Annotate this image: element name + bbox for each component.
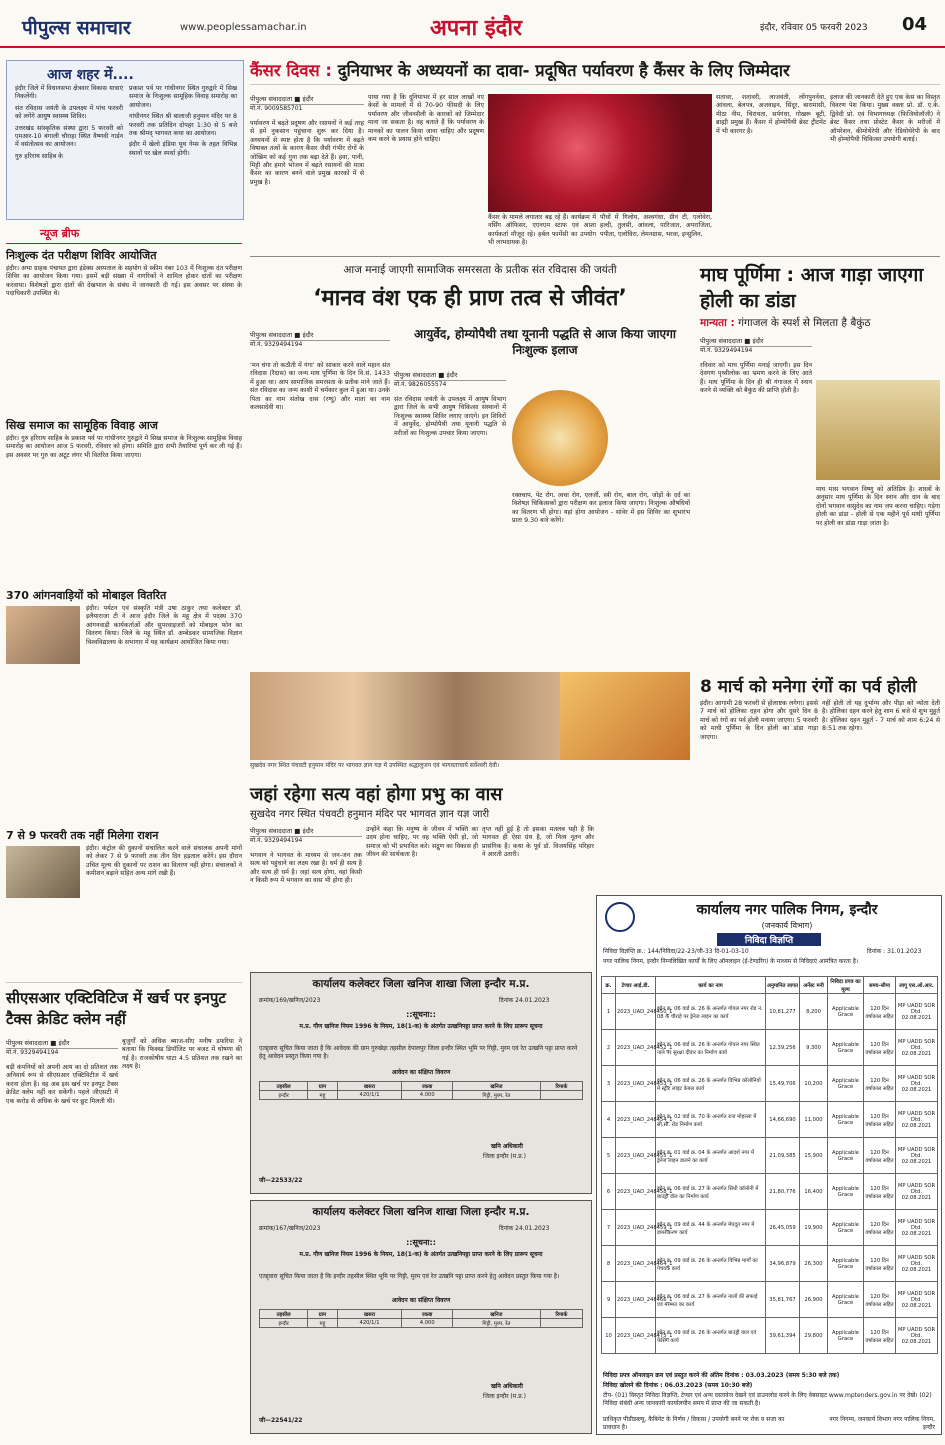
brief-text: इंदौर। गुरु हरिराय साहिब के प्रकाश पर्व पर गांधीनगर गुरुद्वारे में सिख समाज के निःशुल्क सामूहिक विवाह समारोह का आयोजन आज 5 फरवरी, रविवार को होगा। समिति द्वारा सभी तैयारियां पूर्ण कर ली गई हैं। इस अवसर पर गुरु का अटूट लंगर भी वितरित किया जाएगा। — [6, 435, 242, 459]
notice-rule: म.प्र. गौण खनिज नियम 1996 के नियम, 18(1-क) के अंतर्गत उत्खनिपट्टा प्राप्त करने के लिए प्रारूप सूचना — [299, 1251, 543, 1258]
table-cell: 120 दिन वर्षाकाल सहित — [864, 1102, 896, 1138]
cancer-image — [488, 94, 712, 212]
holi-headline: 8 मार्च को मनेगा रंगों का पर्व होली — [700, 677, 917, 697]
khanij-notice-1 — [250, 972, 592, 1194]
khanij-notice-2 — [250, 1200, 592, 1434]
table-cell: 2023_UAD_248452_1 — [616, 1030, 656, 1066]
notice-ref: क्रमांक/167/खनिज/2023 — [259, 1225, 321, 1232]
brief-title: 7 से 9 फरवरी तक नहीं मिलेगा राशन — [6, 829, 159, 842]
brief-text: इंदौर। अभा ग्राहक पंचायत द्वारा इंडेक्स अस्पताल के सहयोग से स्कीम नंबर 103 में निःशुल्क दंत परीक्षण शिविर का आयोजन किया गया। इसमें बड़ी संख्या में नागरिकों ने शामिल होकर दांतों का परीक्षण करवाया। विशेषज्ञों द्वारा दांतों की देखभाल के संबंध में जानकारी दी गई। इस अवसर पर संस्था के पदाधिकारी उपस्थित थे। — [6, 265, 242, 298]
nigam-footer2: निविदा खोलने की दिनांक : 06.03.2023 (समय 10:30 बजे) — [603, 1382, 753, 1389]
table-cell: झोन क्र. 06 वार्ड क्र. 26 के अन्तर्गत गोयल नगर स्थित नाले पर सुरक्षा दीवार का निर्माण कार्य — [656, 1030, 766, 1066]
table-cell: 2023_UAD_248454_1 — [616, 1102, 656, 1138]
table-cell: झोन क्र. 09 वार्ड क्र. 26 के अन्तर्गत बाउंड्री वाल एवं फेंसिंग कार्य — [656, 1318, 766, 1354]
table-cell: 7 — [602, 1210, 616, 1246]
section-title: अपना इंदौर — [430, 16, 523, 41]
table-cell: 1 — [602, 994, 616, 1030]
notice-title: कार्यालय कलेक्टर जिला खनिज शाखा जिला इन्दौर म.प्र. — [312, 1206, 530, 1218]
th: निविदा प्रपत्र का मूल्य — [828, 977, 864, 994]
magh-headline: माघ पूर्णिमा : आज गाड़ा जाएगा होली का डांडा — [700, 264, 924, 312]
table-cell: MP UADD SOR Dtd. 02.08.2021 — [896, 994, 938, 1030]
magh-sub-kicker: मान्यता : — [700, 317, 735, 329]
table-cell: 120 दिन वर्षाकाल सहित — [864, 994, 896, 1030]
nigam-date: दिनांक : 31.01.2023 — [867, 948, 922, 955]
cancer-col2: पाया गया है कि दुनियाभर में हर साल लाखों नए केसों के मामलों में से 70-90 फीसदी के लिए पर्यावरण और जीवनशैली के कारकों को जिम्मेदार माना जा सकता है। वह बताते हैं कि पर्यावरण के मानकों का पालन किया जाना चाहिए और प्रदूषण कम करने के प्रयास होने चाहिए। — [368, 94, 484, 144]
table-cell: 26,900 — [800, 1282, 828, 1318]
nigam-dept: (जनकार्य विभाग) — [761, 921, 813, 930]
page-number: 04 — [902, 14, 928, 35]
table-cell: 120 दिन वर्षाकाल सहित — [864, 1246, 896, 1282]
cancer-col1: पर्यावरण में बढ़ते प्रदूषण और रसायनों ने कई तरह से हमें नुकसान पहुंचाना शुरू कर दिया है। अध्ययनों से स्पष्ट होता है कि पर्यावरण में बढ़ते विषाक्त तत्वों के कारण कैंसर जैसी गंभीर रोगों के जोखिम को कई गुना तक बढ़ा देते हैं। हवा, पानी, मिट्टी और हमारे भोजन में बढ़ते रसायनों की मात्रा कैंसर का कारण बनने वाले प्रमुख कारकों में से प्रमुख है। — [250, 120, 364, 186]
nigam-intro: नगर पालिक निगम, इन्दौर निम्नलिखित कार्यों के लिए ऑनलाइन (ई-टेण्डरिंग) के माध्यम से निविदाएं आमंत्रित करता है। — [603, 958, 859, 965]
th: टेण्डर आई.डी. — [616, 977, 656, 994]
table-cell: 35,81,767 — [766, 1282, 800, 1318]
table-cell: 10,200 — [800, 1066, 828, 1102]
table-cell: झोन क्र. 01 वार्ड क्र. 04 के अन्तर्गत आदर्श नगर में ड्रेनेज लाइन डालने का कार्य — [656, 1138, 766, 1174]
table-row — [602, 1066, 938, 1102]
cancer-kicker: कैंसर दिवस : — [250, 61, 333, 80]
nigam-footer3: टीप- (01) विस्तृत निविदा विज्ञप्ति, टेण्डर एवं अन्य दस्तावेज देखने एवं डाउनलोड करने के लिए वेबसाइट www.mptenders.gov.in पर देखें। (02) निविदा संबंधी अन्य जानकारी कार्यालयीन समय में प्राप्त की जा सकती है। — [603, 1392, 932, 1407]
aaj-shahar-box — [6, 60, 244, 220]
table-cell: Applicable Grace — [828, 1210, 864, 1246]
table-cell: 3 — [602, 1066, 616, 1102]
table-cell: 120 दिन वर्षाकाल सहित — [864, 1210, 896, 1246]
notice-sign2: जिला इन्दौर (म.प्र.) — [483, 1393, 526, 1400]
table-cell: 120 दिन वर्षाकाल सहित — [864, 1066, 896, 1102]
news-brief-1 — [6, 248, 242, 415]
table-cell: 16,400 — [800, 1174, 828, 1210]
table-row: इन्दौर महू 420/1/1 4.000 गिट्टी, मुरम, रेत — [260, 1319, 583, 1328]
csr-byline — [6, 1038, 118, 1057]
table-cell: MP UADD SOR Dtd. 02.08.2021 — [896, 1174, 938, 1210]
table-cell: 120 दिन वर्षाकाल सहित — [864, 1138, 896, 1174]
ravidas-col3: रक्तचाप, पेट रोग, त्वचा रोग, एलर्जी, स्त्री रोग, बाल रोग, जोड़ों के दर्द का विशेषज्ञ चिकित्सकों द्वारा परीक्षण कर इलाज किया जाएगा। निःशुल्क औषधियों का वितरण भी होगा। यहां होगा आयोजन - सांवेर में इस शिविर का शुभारंभ प्रातः 9.30 बजे करेंगे। — [512, 492, 690, 525]
brief-text: इंदौर। कंट्रोल की दुकानों संचालित करने वाले संचालक अपनी मांगों को लेकर 7 से 9 फरवरी तक तीन दिन हड़ताल करेंगे। इस दौरान उचित मूल्य की दुकानों पर राशन का वितरण नहीं होगा। संचालकों ने कमीशन बढ़ाने सहित अन्य मांगें रखी हैं। — [86, 845, 242, 878]
nigam-sign-right: नगर निगम्य, जनकार्य विभाग नगर पालिक निगम, इन्दौर — [829, 1416, 935, 1431]
notice-label: ::सूचना:: — [406, 1238, 436, 1247]
table-cell: Applicable Grace — [828, 1282, 864, 1318]
table-row — [602, 994, 938, 1030]
cancer-col6: इलाज की जानकारी देते हुए एक केस का विस्तृत विवरण पेश किया। मुख्य वक्ता प्रो. डॉ. ए.के. द्विवेदी प्रो. एवं विभागाध्यक्ष (फिजियोलॉजी) ने ब्रेस्ट कैंसर तथा प्रोस्टेट कैंसर के मरीजों में ऑपरेशन, कीमोथेरेपी और रेडियोथेरेपी के बाद भी होम्योपैथी चिकित्सा उपयोगी बताई। — [830, 94, 940, 144]
th: खनिज — [452, 1310, 540, 1319]
notice-sign: खनि अधिकारी — [491, 1143, 523, 1150]
brief-title: सिख समाज का सामूहिक विवाह आज — [6, 419, 158, 432]
table-cell: 11,000 — [800, 1102, 828, 1138]
news-brief-4 — [6, 828, 242, 995]
notice-table-title: आवेदन का संक्षिप्त विवरण — [391, 1297, 451, 1304]
ravidas-col2: संत रविदास जयंती के उपलक्ष्य में आयुष विभाग द्वारा जिले के सभी आयुष चिकित्सा संस्थानों में निःशुल्क स्वास्थ्य शिविर लगाए जाएंगे। इन शिविरों में आयुर्वेद, होम्योपैथी तथा यूनानी पद्धति से मरीजों का निःशुल्क उपचार किया जाएगा। — [394, 396, 506, 437]
table-cell: 2023_UAD_248450_1 — [616, 994, 656, 1030]
cancer-title: दुनियाभर के अध्ययनों का दावा- प्रदूषित पर्यावरण है कैंसर के लिए जिम्मेदार — [337, 61, 790, 80]
table-cell: 6 — [602, 1174, 616, 1210]
aaj-item: उत्तरखंड सांस्कृतिक संस्था द्वारा 5 फरवरी को एमआर-10 बंगाली चौराहा स्थित वैष्णवी गार्डन में वसंतोत्सव का आयोजन। — [15, 124, 123, 149]
table-cell: 39,61,394 — [766, 1318, 800, 1354]
table-cell: MP UADD SOR Dtd. 02.08.2021 — [896, 1066, 938, 1102]
table-cell: 120 दिन वर्षाकाल सहित — [864, 1030, 896, 1066]
satya-col2: उन्होंने कहा कि मनुष्य के जीवन में भक्ति का उदय होना चाहिए, पर वह भक्ति ऐसी हो, जो समाज को भी प्रभावित करे। सद्गुण का विकास ही जीवन की सार्थकता है। — [366, 826, 478, 859]
table-row — [602, 1138, 938, 1174]
ravidas-kicker: आज मनाई जाएगी सामाजिक समरसता के प्रतीक संत रविदास की जयंती — [343, 264, 617, 276]
byline: पीपुल्स संवाददाता ■ इंदौर — [6, 1038, 118, 1049]
table-row — [602, 1282, 938, 1318]
mobile: मो.नं. 9329494194 — [6, 1049, 59, 1056]
mobile: मो.नं. 9329494194 — [700, 347, 753, 354]
mobile: मो.नं. 9826055574 — [394, 381, 447, 388]
table-cell: Applicable Grace — [828, 1030, 864, 1066]
th: ग्राम — [308, 1082, 337, 1091]
table-cell: 2023_UAD_248455_1 — [616, 1138, 656, 1174]
notice-ref: क्रमांक/169/खनिज/2023 — [259, 997, 321, 1004]
table-row — [602, 1174, 938, 1210]
th: तहसील — [260, 1082, 308, 1091]
notice-table — [259, 1081, 583, 1100]
notice-title: कार्यालय कलेक्टर जिला खनिज शाखा जिला इन्दौर म.प्र. — [312, 978, 530, 990]
notice-date: दिनांक 24.01.2023 — [499, 1225, 550, 1232]
mobile: मो.नं. 9329494194 — [250, 341, 303, 348]
notice-rule: म.प्र. गौण खनिज नियम 1996 के नियम, 18(1-क) के अंतर्गत उत्खनिपट्टा प्राप्त करने के लिए प्रारूप सूचना — [299, 1023, 543, 1030]
holi-col1: इंदौर। आगामी 28 फरवरी से होलाष्टक लगेगा। इससे 7 मार्च को होलिका दहन होगा और दूसरे दिन 8 मार्च को रंगों का पर्व होली मनाया जाएगा। 5 फरवरी को माघी पूर्णिमा के दिन होली का डांडा गाड़ा जाएगा। — [700, 700, 818, 741]
table-cell: Applicable Grace — [828, 994, 864, 1030]
table-cell: 26,300 — [800, 1246, 828, 1282]
ravidas-headline: ‘मानव वंश एक ही प्राण तत्व से जीवंत’ — [313, 286, 627, 311]
magh-col2: माघ मास भगवान विष्णु को अतिप्रिय है। शास्त्रों के अनुसार माघ पूर्णिमा के दिन स्नान और दान के बाद दोनों भगवान वासुदेव का नाम जप करना चाहिए। गड़ेगा होली का डांडा - होली से एक महीने पूर्व माघी पूर्णिमा पर होली का डांडा गाड़ा जाता है। — [816, 486, 940, 527]
table-cell: 120 दिन वर्षाकाल सहित — [864, 1174, 896, 1210]
table-cell: 2023_UAD_248466_1 — [616, 1282, 656, 1318]
th: खसरा — [337, 1310, 402, 1319]
photo-caption: सुखदेव नगर स्थित पंचवटी हनुमान मंदिर पर भागवत ज्ञान यज्ञ में उपस्थित श्रद्धालुजन एवं भागवताचार्य सर्वेश्वरी देवी। — [250, 762, 500, 769]
table-cell: Applicable Grace — [828, 1066, 864, 1102]
notice-table-title: आवेदन का संक्षिप्त विवरण — [391, 1069, 451, 1076]
news-brief-2 — [6, 418, 242, 585]
mobile: मो.नं. 9329494194 — [250, 837, 303, 844]
table-cell: 34,96,879 — [766, 1246, 800, 1282]
notice-sign2: जिला इन्दौर (म.प्र.) — [483, 1153, 526, 1160]
notice-body: एतद्द्वारा सूचित किया जाता है कि इन्दौर तहसील स्थित भूमि पर गिट्टी, मुरम एवं रेत उत्खनि पट्टा प्राप्त करने हेतु आवेदन प्रस्तुत किया गया है। — [259, 1273, 560, 1280]
satya-col1: भगवान ने भागवत के माध्यम से जन-जन तक सत्य को पहुंचाने का लक्ष्य रखा है। धर्म ही सत्य है और सत्य ही धर्म है। जहां सत्य होगा, वहां किसी न किसी रूप में भगवान का वास भी होगा ही। — [250, 852, 362, 885]
table-row — [602, 1210, 938, 1246]
table-cell: झोन क्र. 09 वार्ड क्र. 44 के अन्तर्गत मेघदूत नगर में डामरीकरण कार्य — [656, 1210, 766, 1246]
ravidas-byline — [250, 330, 390, 349]
brief-photo — [6, 606, 80, 664]
cancer-headline — [250, 58, 940, 81]
magh-sub-text: गंगाजल के स्पर्श से मिलता है बैकुंठ — [738, 317, 871, 329]
nigam-tender — [596, 895, 942, 1435]
table-cell: झोन क्र. 06 वार्ड क्र. 27 के अन्तर्गत सिंधी कॉलोनी में बाउंड्री वॉल का निर्माण कार्य — [656, 1174, 766, 1210]
table-cell: 8,200 — [800, 994, 828, 1030]
table-cell: Applicable Grace — [828, 1174, 864, 1210]
table-cell: 10,81,277 — [766, 994, 800, 1030]
table-cell: 29,800 — [800, 1318, 828, 1354]
aaj-shahar-title: आज शहर में.... — [47, 67, 134, 83]
brief-title: 370 आंगनवाड़ियों को मोबाइल वितरित — [6, 589, 167, 602]
table-row — [602, 1246, 938, 1282]
byline: पीपुल्स संवाददाता ■ इंदौर — [250, 826, 362, 837]
aaj-item: संत रविदास जयंती के उपलक्ष्य में पांच फरवरी को लगेंगे आयुष स्वास्थ्य शिविर। — [15, 104, 123, 121]
ravidas-subhead: आयुर्वेद, होम्योपैथी तथा यूनानी पद्धति से आज किया जाएगा निःशुल्क इलाज — [414, 327, 676, 357]
table-cell: झोन क्र. 06 वार्ड क्र. 26 के अन्तर्गत विभिन्न कॉलोनियों में स्ट्रीट लाइट केबल कार्य — [656, 1066, 766, 1102]
notice-date: दिनांक 24.01.2023 — [499, 997, 550, 1004]
table-cell: 2 — [602, 1030, 616, 1066]
notice-table — [259, 1309, 583, 1328]
table-cell: Applicable Grace — [828, 1318, 864, 1354]
paper-logo: पीपुल्स समाचार — [22, 17, 131, 39]
table-cell: 15,49,706 — [766, 1066, 800, 1102]
table-cell: MP UADD SOR Dtd. 02.08.2021 — [896, 1102, 938, 1138]
byline: पीपुल्स संवाददाता ■ इंदौर — [394, 370, 506, 381]
th: अर्नेस्ट मनी — [800, 977, 828, 994]
th: क्र. — [602, 977, 616, 994]
th: अनुमानित लागत — [766, 977, 800, 994]
th: रकबा — [402, 1082, 452, 1091]
table-row — [602, 1030, 938, 1066]
aaj-item: गांधीनगर स्थित श्री बालाजी हनुमान मंदिर पर 8 फरवरी तक प्रतिदिन दोपहर 1:30 से 5 बजे तक श्रीमद् भागवत कथा का आयोजन। — [129, 113, 237, 138]
table-cell: झोन क्र. 02 वार्ड क्र. 70 के अन्तर्गत राज मोहल्ला में सी.सी. रोड निर्माण कार्य — [656, 1102, 766, 1138]
table-cell: MP UADD SOR Dtd. 02.08.2021 — [896, 1138, 938, 1174]
nigam-notice: निविदा विज्ञप्ति — [717, 933, 821, 946]
table-cell: 15,900 — [800, 1138, 828, 1174]
nigam-footer1: निविदा प्रपत्र ऑनलाइन क्रय एवं प्रस्तुत करने की अंतिम दिनांक : 03.03.2023 (समय 5:30 बजे तक) — [603, 1372, 840, 1379]
table-cell: 2023_UAD_248459_1 — [616, 1210, 656, 1246]
table-cell: 120 दिन वर्षाकाल सहित — [864, 1318, 896, 1354]
csr-col2: बुजुर्गों को अधिक ब्याज-सीए मनीष डफरिया ने बताया कि फिक्स्ड डिपॉजिट पर बजट में घोषणा की गई है। राजकोषीय घाटा 4.5 प्रतिशत तक रखने का लक्ष्य है। — [122, 1038, 242, 1071]
table-cell: Applicable Grace — [828, 1102, 864, 1138]
table-cell: MP UADD SOR Dtd. 02.08.2021 — [896, 1318, 938, 1354]
notice-body: एतद्द्वारा सूचित किया जाता है कि आवेदक की ग्राम गुरुखेड़ा तहसील देपालपुर जिला इन्दौर स्थित भूमि पर गिट्टी, मुरम एवं रेत उत्खनि पट्टा प्राप्त करने हेतु आवेदन प्रस्तुत किया गया है। — [259, 1045, 578, 1060]
magh-byline — [700, 336, 812, 355]
th: लागू एस.ओ.आर. — [896, 977, 938, 994]
ravidas-photo2 — [560, 672, 690, 760]
table-cell: MP UADD SOR Dtd. 02.08.2021 — [896, 1030, 938, 1066]
table-cell: MP UADD SOR Dtd. 02.08.2021 — [896, 1246, 938, 1282]
table-row — [602, 1318, 938, 1354]
table-cell: 14,66,690 — [766, 1102, 800, 1138]
news-brief-label: न्यूज ब्रीफ — [40, 227, 80, 240]
satya-headline: जहां रहेगा सत्य वहां होगा प्रभु का वास — [250, 784, 503, 805]
satya-sub: सुखदेव नगर स्थित पंचवटी हनुमान मंदिर पर भागवत ज्ञान यज्ञ जारी — [250, 809, 490, 820]
table-cell: 8 — [602, 1246, 616, 1282]
notice-label: ::सूचना:: — [406, 1010, 436, 1019]
byline: पीपुल्स संवाददाता ■ इंदौर — [700, 336, 812, 347]
th: समय-सीमा — [864, 977, 896, 994]
magh-col1: रविवार को माघ पूर्णिमा मनाई जाएगी। इस दिन देवगण पृथ्वीलोक का भ्रमण करने के लिए आते हैं। माघ पूर्णिमा के दिन ही श्री गंगाजल में स्नान करने से व्यक्ति को बैकुंठ की प्राप्ति होती है। — [700, 362, 812, 395]
table-cell: 2023_UAD_248458_1 — [616, 1174, 656, 1210]
th: खसरा — [337, 1082, 402, 1091]
emblem-icon — [605, 902, 635, 932]
th: तहसील — [260, 1310, 308, 1319]
table-cell: 21,09,385 — [766, 1138, 800, 1174]
byline: पीपुल्स संवाददाता ■ इंदौर — [250, 330, 390, 341]
th: रकबा — [402, 1310, 452, 1319]
brief-title: निःशुल्क दंत परीक्षण शिविर आयोजित — [6, 249, 157, 262]
cancer-byline — [250, 94, 364, 113]
holi-col2: नहीं होती तो यह दुर्भाग्य और पीड़ा को न्योता देती है। होलिका दहन करने हेतु शाम 6 बजे से शुभ मुहूर्त है। होलिका दहन मुहूर्त - 7 मार्च को शाम 6:24 से 8:51 तक रहेगा। — [822, 700, 940, 733]
cancer-col3: कैंसर के मामले लगातार बढ़ रहे हैं। कार्यक्रम में नर्सिंग ऑफिसर, एएनएम स्टाफ एवं आशा कार्यकर्ता मौजूद रहे। हर्बल फार्मेसी का उपयोग भी लाभदायक है। — [488, 214, 596, 247]
ravidas-byline2 — [394, 370, 506, 389]
table-cell: 2023_UAD_248453_1 — [616, 1066, 656, 1102]
table-cell: 19,900 — [800, 1210, 828, 1246]
news-brief-3 — [6, 588, 242, 835]
csr-col1: बड़ी कंपनियों को अपनी आय का दो प्रतिशत तक अनिवार्य रूप से सीएसआर एक्टिविटीज में खर्च करना होता है। वह अब इस खर्च पर इनपुट टैक्स क्रेडिट क्लेम नहीं कर सकेंगी। पहले जीएसटी में एक करोड़ से अधिक के खर्च पर छूट मिलती थी। — [6, 1064, 118, 1105]
table-cell: 12,39,256 — [766, 1030, 800, 1066]
satya-col3: तृप्त नहीं हुई है तो इसका मतलब यही है कि भागवत ही ऐसा ग्रंथ है, जो नित्य नूतन और प्रासंगिक है। कथा के पूर्व डॉ. विजयसिंह परिहार ने आरती उतारी। — [482, 826, 594, 859]
dateline: इंदौर, रविवार 05 फरवरी 2023 — [760, 23, 868, 33]
nigam-ref: निविदा विज्ञप्ति क्र.: 144/निविदा/22-23/जी-33 दि-01-03-10 — [603, 948, 749, 955]
nigam-title: कार्यालय नगर पालिक निगम, इन्दौर — [696, 902, 878, 918]
table-cell: झोन क्र. 06 वार्ड क्र. 27 के अन्तर्गत नालों की सफाई एवं मरम्मत का कार्य — [656, 1282, 766, 1318]
brief-text: इंदौर। पर्यटन एवं संस्कृति मंत्री उषा ठाकुर तथा कलेक्टर डॉ. इलैयाराजा टी ने आज इंदौर जिले के महू क्षेत्र में पदस्थ 370 आंगनवाड़ी कार्यकर्ताओं और सुपरवाइजरों को मोबाइल फोन का वितरण किया। जिले के महू स्थित डॉ. अम्बेडकर सामाजिक विज्ञान विश्वविद्यालय के सभागार में यह कार्यक्रम आयोजित किया गया। — [86, 605, 242, 646]
paper-site[interactable]: www.peoplessamachar.in — [180, 22, 307, 33]
table-cell: झोन क्र. 06 वार्ड क्र. 26 के अन्तर्गत गोयल नगर रोड नं. 08 के चौराहे पर ड्रेनेज लाइन का कार्य — [656, 994, 766, 1030]
nigam-sign-left: प्राधिकृत पीडीडब्ल्यू, कैबिनेट के निर्णय / विकास / उपयोगी बनने पर रोक व सजा का प्रावधान है। — [603, 1416, 785, 1431]
aaj-item: प्रकाश पर्व पर गांधीनगर स्थित गुरुद्वारे में सिख समाज के निःशुल्क सामूहिक विवाह समारोह का आयोजन। — [129, 85, 237, 109]
aaj-left-list — [15, 85, 123, 161]
magh-sub — [700, 316, 940, 330]
table-cell: झोन क्र. 09 वार्ड क्र. 26 के अन्तर्गत विभिन्न मार्गों का पेचवर्क कार्य — [656, 1246, 766, 1282]
brief-photo — [6, 846, 80, 898]
aaj-item: गुरु हरिराय साहिब के — [15, 152, 64, 160]
table-cell: 10 — [602, 1318, 616, 1354]
aaj-right-list — [129, 85, 237, 158]
mobile: मो.नं. 9009585701 — [250, 105, 303, 112]
notice-ji: जी—22533/22 — [259, 1177, 303, 1184]
table-cell: Applicable Grace — [828, 1138, 864, 1174]
notice-ji: जी—22541/22 — [259, 1417, 303, 1424]
th: रिमार्क — [540, 1082, 582, 1091]
table-cell: 26,45,059 — [766, 1210, 800, 1246]
table-row: इन्दौर महू 420/1/1 4.000 गिट्टी, मुरम, रेत — [260, 1091, 583, 1100]
aaj-item: इंदौर में खेलो इंडिया यूथ गेम्स के तहत विभिन्न स्थानों पर खेल स्पर्धा होगी। — [129, 141, 237, 157]
cancer-col5: सतावर, शतावरी, लाजवंती, लोंगपुनर्नवा, आंवला, बेलपत्र, अजवाइन, सिंदूर, बारामासी, मीठा नीम, चिरायता, सर्पगंधा, गोखरू बूटी, ब्राह्मी प्रमुख हैं। कैंसर में होम्योपैथी ब्रेस्ट ट्रीटमेंट में भी कारगर है। — [716, 94, 826, 135]
table-cell: Applicable Grace — [828, 1246, 864, 1282]
table-cell: 21,80,776 — [766, 1174, 800, 1210]
th: खनिज — [452, 1082, 540, 1091]
th: रिमार्क — [540, 1310, 582, 1319]
th: ग्राम — [308, 1310, 337, 1319]
satya-byline — [250, 826, 362, 845]
cancer-col4: पौधों में गिलोय, अश्वगंधा, ग्रीन टी, एलोवेरा, हल्दी, तुलसी, आंवला, पारिजात, अपराजिता, पपीता, एलोविरा, लेमनग्रास, भरवा, इन्सुलिन, — [600, 214, 712, 238]
table-cell: 4 — [602, 1102, 616, 1138]
table-cell: 2023_UAD_248464_1 — [616, 1246, 656, 1282]
byline: पीपुल्स संवाददाता ■ इंदौर — [250, 94, 364, 105]
table-row — [602, 1102, 938, 1138]
notice-sign: खनि अधिकारी — [491, 1383, 523, 1390]
table-cell: MP UADD SOR Dtd. 02.08.2021 — [896, 1282, 938, 1318]
table-cell: MP UADD SOR Dtd. 02.08.2021 — [896, 1210, 938, 1246]
table-cell: 5 — [602, 1138, 616, 1174]
table-cell: 9,300 — [800, 1030, 828, 1066]
table-cell: 9 — [602, 1282, 616, 1318]
masthead — [0, 0, 945, 48]
ravidas-col1: ‘मन चंगा तो कठौती में गंगा’ को साकार करने वाले महान संत रविदास (रैदास) का जन्म माघ पूर्णिमा के दिन वि.सं. 1433 में हुआ था। आप सामाजिक समरसता के प्रतीक माने जाते हैं। संत रविदास का जन्म काशी में चर्मकार कुल में हुआ था। उनके पिता का नाम संतोख दास (रग्घु) और माता का नाम कलसादेवी था। — [250, 362, 390, 412]
table-cell: 120 दिन वर्षाकाल सहित — [864, 1282, 896, 1318]
table-cell: 2023_UAD_248475_1 — [616, 1318, 656, 1354]
th: कार्य का नाम — [656, 977, 766, 994]
tender-table — [601, 976, 938, 1354]
ravidas-photo — [250, 672, 560, 760]
aaj-item: इंदौर जिले में विधानसभा क्षेत्रवार विकास यात्राएं निकलेंगी। — [15, 85, 123, 101]
csr-headline: सीएसआर एक्टिविटिज में खर्च पर इनपुट टैक्स क्रेडिट क्लेम नहीं — [6, 989, 226, 1028]
